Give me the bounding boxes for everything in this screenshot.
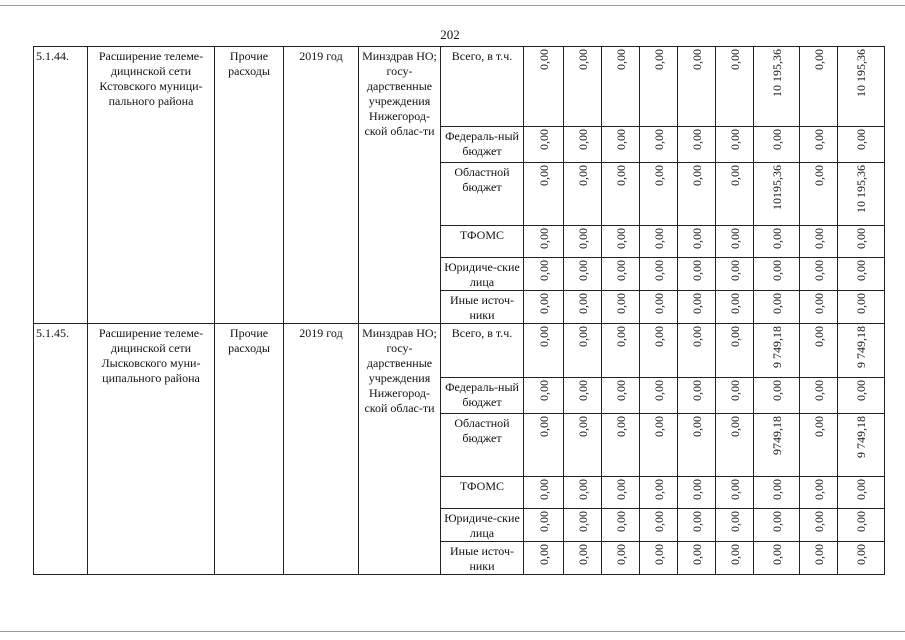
amount-cell — [716, 378, 754, 414]
amount-value: 10195,36 — [769, 165, 784, 210]
amount-cell — [602, 163, 640, 226]
amount-cell — [754, 542, 800, 575]
amount-cell — [564, 477, 602, 509]
amount-cell — [754, 378, 800, 414]
amount-cell — [716, 542, 754, 575]
amount-value: 0,00 — [769, 260, 784, 281]
amount-value: 0,00 — [575, 416, 590, 437]
amount-cell — [838, 258, 885, 291]
amount-value: 0,00 — [727, 165, 742, 186]
amount-cell — [800, 542, 838, 575]
amount-cell — [678, 47, 716, 127]
amount-cell — [754, 477, 800, 509]
item-year: 2019 год — [284, 47, 359, 324]
amount-value: 9 749,18 — [854, 416, 868, 458]
amount-value: 0,00 — [727, 260, 742, 281]
amount-cell — [800, 127, 838, 163]
amount-cell — [564, 226, 602, 258]
amount-value: 0,00 — [613, 544, 628, 565]
amount-cell — [800, 324, 838, 378]
amount-value: 0,00 — [811, 544, 826, 565]
amount-value: 0,00 — [536, 49, 551, 70]
amount-cell — [640, 324, 678, 378]
amount-cell — [716, 127, 754, 163]
funding-source-label: ТФОМС — [441, 226, 524, 258]
amount-value: 0,00 — [651, 326, 666, 347]
amount-value: 0,00 — [689, 544, 704, 565]
amount-value: 9 749,18 — [854, 326, 868, 368]
amount-value: 0,00 — [651, 228, 666, 249]
amount-cell — [564, 163, 602, 226]
amount-value: 0,00 — [811, 165, 826, 186]
amount-cell — [564, 414, 602, 477]
amount-cell — [524, 291, 564, 324]
amount-cell — [640, 258, 678, 291]
amount-cell — [602, 509, 640, 542]
amount-value: 0,00 — [689, 49, 704, 70]
amount-value: 0,00 — [575, 49, 590, 70]
amount-value: 0,00 — [536, 228, 551, 249]
funding-source-label: Юридиче-ские лица — [441, 509, 524, 542]
funding-source-label: Всего, в т.ч. — [441, 324, 524, 378]
amount-value: 0,00 — [613, 326, 628, 347]
amount-cell — [838, 226, 885, 258]
amount-value: 0,00 — [769, 129, 784, 150]
amount-value: 0,00 — [651, 416, 666, 437]
amount-value: 0,00 — [536, 129, 551, 150]
amount-value: 0,00 — [613, 293, 628, 314]
amount-cell — [754, 47, 800, 127]
amount-cell — [640, 477, 678, 509]
amount-value: 0,00 — [769, 479, 784, 500]
amount-value: 0,00 — [575, 165, 590, 186]
amount-cell — [602, 477, 640, 509]
amount-value: 0,00 — [811, 511, 826, 532]
table-row — [34, 324, 885, 378]
amount-cell — [602, 414, 640, 477]
amount-cell — [602, 226, 640, 258]
amount-cell — [678, 378, 716, 414]
amount-value: 0,00 — [651, 293, 666, 314]
amount-cell — [716, 47, 754, 127]
amount-value: 0,00 — [613, 260, 628, 281]
amount-value: 0,00 — [689, 228, 704, 249]
amount-cell — [754, 291, 800, 324]
amount-cell — [564, 258, 602, 291]
amount-cell — [800, 258, 838, 291]
amount-value: 10 195,36 — [854, 49, 868, 97]
amount-cell — [602, 324, 640, 378]
amount-cell — [524, 226, 564, 258]
amount-value: 0,00 — [854, 260, 868, 281]
amount-value: 10 195,36 — [769, 49, 784, 97]
amount-cell — [716, 324, 754, 378]
amount-cell — [716, 163, 754, 226]
amount-cell — [678, 127, 716, 163]
item-name: Расширение телеме-дицинской сети Лысковского муни-ципального района — [88, 324, 215, 575]
amount-value: 0,00 — [536, 260, 551, 281]
amount-cell — [640, 291, 678, 324]
funding-source-label: Областной бюджет — [441, 163, 524, 226]
amount-cell — [640, 127, 678, 163]
amount-cell — [754, 414, 800, 477]
amount-cell — [800, 378, 838, 414]
item-year: 2019 год — [284, 324, 359, 575]
amount-cell — [678, 226, 716, 258]
amount-cell — [800, 509, 838, 542]
amount-value: 0,00 — [689, 479, 704, 500]
budget-table-body — [34, 47, 885, 575]
funding-source-label: Областной бюджет — [441, 414, 524, 477]
amount-value: 0,00 — [575, 544, 590, 565]
amount-cell — [602, 127, 640, 163]
amount-value: 0,00 — [727, 326, 742, 347]
amount-value: 0,00 — [575, 380, 590, 401]
amount-value: 0,00 — [651, 544, 666, 565]
amount-value: 0,00 — [769, 511, 784, 532]
amount-value: 0,00 — [854, 293, 868, 314]
amount-cell — [602, 258, 640, 291]
amount-value: 0,00 — [854, 380, 868, 401]
amount-cell — [838, 47, 885, 127]
amount-cell — [678, 324, 716, 378]
amount-cell — [564, 127, 602, 163]
amount-cell — [640, 378, 678, 414]
amount-value: 0,00 — [536, 479, 551, 500]
amount-cell — [716, 226, 754, 258]
amount-cell — [716, 291, 754, 324]
amount-value: 0,00 — [689, 511, 704, 532]
executor: Минздрав НО; госу-дарственные учреждения Нижегород-ской облас-ти — [359, 324, 441, 575]
budget-table — [33, 46, 885, 575]
item-number: 5.1.45. — [34, 324, 88, 575]
amount-value: 0,00 — [727, 479, 742, 500]
amount-cell — [754, 127, 800, 163]
amount-value: 0,00 — [689, 416, 704, 437]
amount-cell — [524, 47, 564, 127]
amount-value: 0,00 — [575, 479, 590, 500]
amount-value: 0,00 — [811, 479, 826, 500]
amount-value: 0,00 — [727, 380, 742, 401]
amount-value: 0,00 — [727, 544, 742, 565]
amount-value: 10 195,36 — [854, 165, 868, 213]
amount-value: 0,00 — [811, 416, 826, 437]
amount-value: 0,00 — [854, 544, 868, 565]
amount-value: 0,00 — [811, 380, 826, 401]
amount-value: 0,00 — [727, 49, 742, 70]
amount-value: 0,00 — [651, 49, 666, 70]
amount-cell — [640, 226, 678, 258]
amount-cell — [640, 414, 678, 477]
top-rule — [0, 5, 905, 6]
amount-value: 0,00 — [575, 293, 590, 314]
amount-cell — [564, 291, 602, 324]
amount-value: 0,00 — [689, 326, 704, 347]
amount-cell — [524, 163, 564, 226]
funding-source-label: ТФОМС — [441, 477, 524, 509]
amount-value: 0,00 — [811, 260, 826, 281]
bottom-rule — [0, 631, 905, 632]
amount-value: 9 749,18 — [769, 326, 784, 368]
amount-value: 0,00 — [727, 129, 742, 150]
amount-cell — [800, 226, 838, 258]
amount-cell — [838, 324, 885, 378]
amount-value: 0,00 — [613, 129, 628, 150]
amount-cell — [678, 163, 716, 226]
funding-source-label: Иные источ-ники — [441, 542, 524, 575]
amount-cell — [602, 47, 640, 127]
executor: Минздрав НО; госу-дарственные учреждения Нижегород-ской облас-ти — [359, 47, 441, 324]
amount-cell — [838, 378, 885, 414]
amount-value: 0,00 — [811, 129, 826, 150]
amount-value: 0,00 — [811, 326, 826, 347]
amount-cell — [524, 378, 564, 414]
amount-value: 0,00 — [613, 380, 628, 401]
amount-value: 0,00 — [536, 511, 551, 532]
amount-cell — [564, 324, 602, 378]
amount-cell — [678, 477, 716, 509]
amount-value: 0,00 — [651, 260, 666, 281]
funding-source-label: Всего, в т.ч. — [441, 47, 524, 127]
amount-value: 0,00 — [811, 49, 826, 70]
amount-cell — [754, 226, 800, 258]
amount-cell — [678, 509, 716, 542]
amount-value: 0,00 — [727, 416, 742, 437]
amount-value: 0,00 — [613, 49, 628, 70]
funding-source-label: Иные источ-ники — [441, 291, 524, 324]
amount-value: 0,00 — [689, 293, 704, 314]
amount-value: 0,00 — [689, 165, 704, 186]
amount-value: 0,00 — [769, 544, 784, 565]
item-name: Расширение телеме-дицинской сети Кстовского муници-пального района — [88, 47, 215, 324]
amount-value: 0,00 — [613, 479, 628, 500]
amount-cell — [838, 127, 885, 163]
amount-cell — [524, 127, 564, 163]
amount-value: 0,00 — [727, 228, 742, 249]
amount-cell — [524, 414, 564, 477]
amount-value: 0,00 — [613, 228, 628, 249]
amount-cell — [754, 163, 800, 226]
amount-value: 0,00 — [613, 165, 628, 186]
amount-value: 0,00 — [769, 228, 784, 249]
amount-cell — [838, 163, 885, 226]
amount-value: 0,00 — [575, 511, 590, 532]
amount-value: 0,00 — [536, 544, 551, 565]
amount-value: 0,00 — [613, 511, 628, 532]
amount-value: 0,00 — [854, 129, 868, 150]
amount-value: 0,00 — [651, 479, 666, 500]
amount-cell — [524, 258, 564, 291]
amount-cell — [524, 542, 564, 575]
funding-source-label: Федераль-ный бюджет — [441, 378, 524, 414]
amount-value: 0,00 — [536, 416, 551, 437]
amount-cell — [800, 414, 838, 477]
amount-cell — [640, 542, 678, 575]
amount-value: 0,00 — [651, 165, 666, 186]
amount-value: 0,00 — [536, 293, 551, 314]
amount-value: 0,00 — [536, 380, 551, 401]
amount-cell — [838, 542, 885, 575]
amount-cell — [564, 378, 602, 414]
amount-cell — [800, 47, 838, 127]
amount-value: 0,00 — [811, 228, 826, 249]
amount-cell — [716, 477, 754, 509]
amount-value: 0,00 — [727, 511, 742, 532]
amount-cell — [602, 542, 640, 575]
amount-cell — [838, 477, 885, 509]
amount-cell — [602, 378, 640, 414]
amount-cell — [640, 509, 678, 542]
amount-value: 0,00 — [769, 293, 784, 314]
amount-value: 0,00 — [651, 511, 666, 532]
expense-type: Прочие расходы — [215, 47, 284, 324]
amount-cell — [602, 291, 640, 324]
amount-value: 0,00 — [575, 260, 590, 281]
amount-value: 0,00 — [689, 129, 704, 150]
amount-cell — [800, 477, 838, 509]
amount-value: 0,00 — [854, 479, 868, 500]
amount-cell — [678, 258, 716, 291]
amount-cell — [564, 47, 602, 127]
amount-value: 0,00 — [575, 326, 590, 347]
amount-value: 0,00 — [854, 511, 868, 532]
amount-value: 0,00 — [854, 228, 868, 249]
amount-cell — [678, 542, 716, 575]
amount-value: 0,00 — [536, 326, 551, 347]
expense-type: Прочие расходы — [215, 324, 284, 575]
amount-cell — [524, 477, 564, 509]
amount-cell — [564, 509, 602, 542]
amount-value: 0,00 — [811, 293, 826, 314]
amount-cell — [716, 414, 754, 477]
amount-cell — [678, 291, 716, 324]
amount-cell — [564, 542, 602, 575]
amount-cell — [640, 163, 678, 226]
amount-cell — [800, 163, 838, 226]
amount-value: 0,00 — [689, 260, 704, 281]
amount-value: 0,00 — [689, 380, 704, 401]
amount-value: 0,00 — [575, 228, 590, 249]
amount-value: 0,00 — [651, 129, 666, 150]
amount-value: 0,00 — [536, 165, 551, 186]
amount-value: 0,00 — [727, 293, 742, 314]
amount-cell — [838, 414, 885, 477]
amount-cell — [524, 509, 564, 542]
funding-source-label: Федераль-ный бюджет — [441, 127, 524, 163]
funding-source-label: Юридиче-ские лица — [441, 258, 524, 291]
amount-value: 0,00 — [769, 380, 784, 401]
amount-cell — [716, 258, 754, 291]
amount-cell — [800, 291, 838, 324]
table-row — [34, 47, 885, 127]
amount-cell — [640, 47, 678, 127]
amount-value: 0,00 — [575, 129, 590, 150]
amount-cell — [754, 324, 800, 378]
amount-cell — [678, 414, 716, 477]
amount-cell — [754, 258, 800, 291]
amount-cell — [754, 509, 800, 542]
item-number: 5.1.44. — [34, 47, 88, 324]
amount-value: 0,00 — [613, 416, 628, 437]
amount-cell — [716, 509, 754, 542]
amount-cell — [524, 324, 564, 378]
page-number: 202 — [440, 27, 460, 42]
amount-cell — [838, 291, 885, 324]
amount-value: 0,00 — [651, 380, 666, 401]
amount-cell — [838, 509, 885, 542]
amount-value: 9749,18 — [769, 416, 784, 455]
